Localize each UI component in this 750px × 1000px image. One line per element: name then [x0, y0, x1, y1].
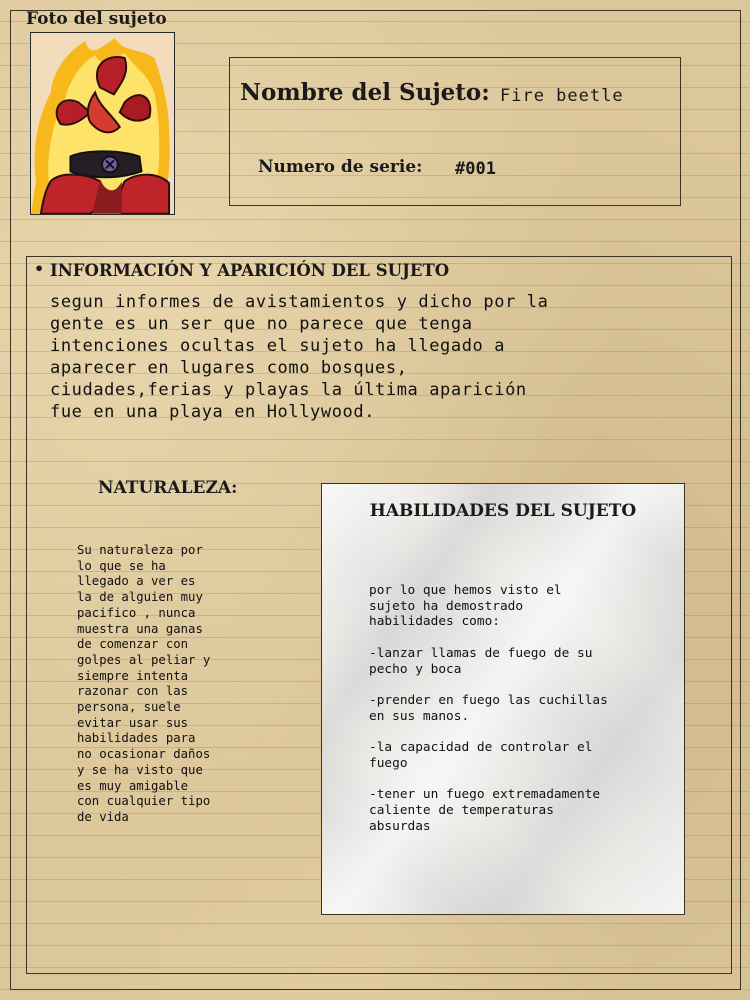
nature-text: Su naturaleza por lo que se ha llegado a ver es la de alguien muy pacifico , nunca muestra una ganas de comenzar con golpes al peliar y siempre intenta razonar con las persona, suele evitar usar sus habilidades para no ocasionar daños y se ha visto que es muy amigable con cualquier tipo de vida: [77, 543, 211, 824]
abilities-card: [321, 483, 685, 915]
subject-photo: [30, 32, 175, 215]
serial-number-value: #001: [455, 159, 496, 179]
photo-label: Foto del sujeto: [26, 9, 167, 29]
serial-number-label: Numero de serie:: [258, 157, 423, 177]
info-heading: INFORMACIÓN Y APARICIÓN DEL SUJETO: [50, 261, 450, 280]
bullet-icon: •: [34, 259, 45, 278]
abilities-heading: HABILIDADES DEL SUJETO: [369, 501, 637, 521]
nature-heading: NATURALEZA:: [98, 478, 238, 498]
info-text: segun informes de avistamientos y dicho por la gente es un ser que no parece que tenga intenciones ocultas el sujeto ha llegado a aparecer en lugares como bosques, ciudades,ferias y playas la última aparición fue en una playa en Hollywood.: [50, 292, 549, 422]
abilities-text: por lo que hemos visto el sujeto ha demostrado habilidades como: -lanzar llamas de fuego de su pecho y boca -prender en fuego las cuchillas en sus manos. -la capacidad de controlar el fuego -tener un fuego extremadamente caliente de temperaturas absurdas: [369, 583, 608, 834]
subject-name-label: Nombre del Sujeto:: [240, 79, 490, 106]
subject-name-value: Fire beetle: [500, 86, 624, 106]
fire-beetle-illustration: [31, 33, 174, 214]
